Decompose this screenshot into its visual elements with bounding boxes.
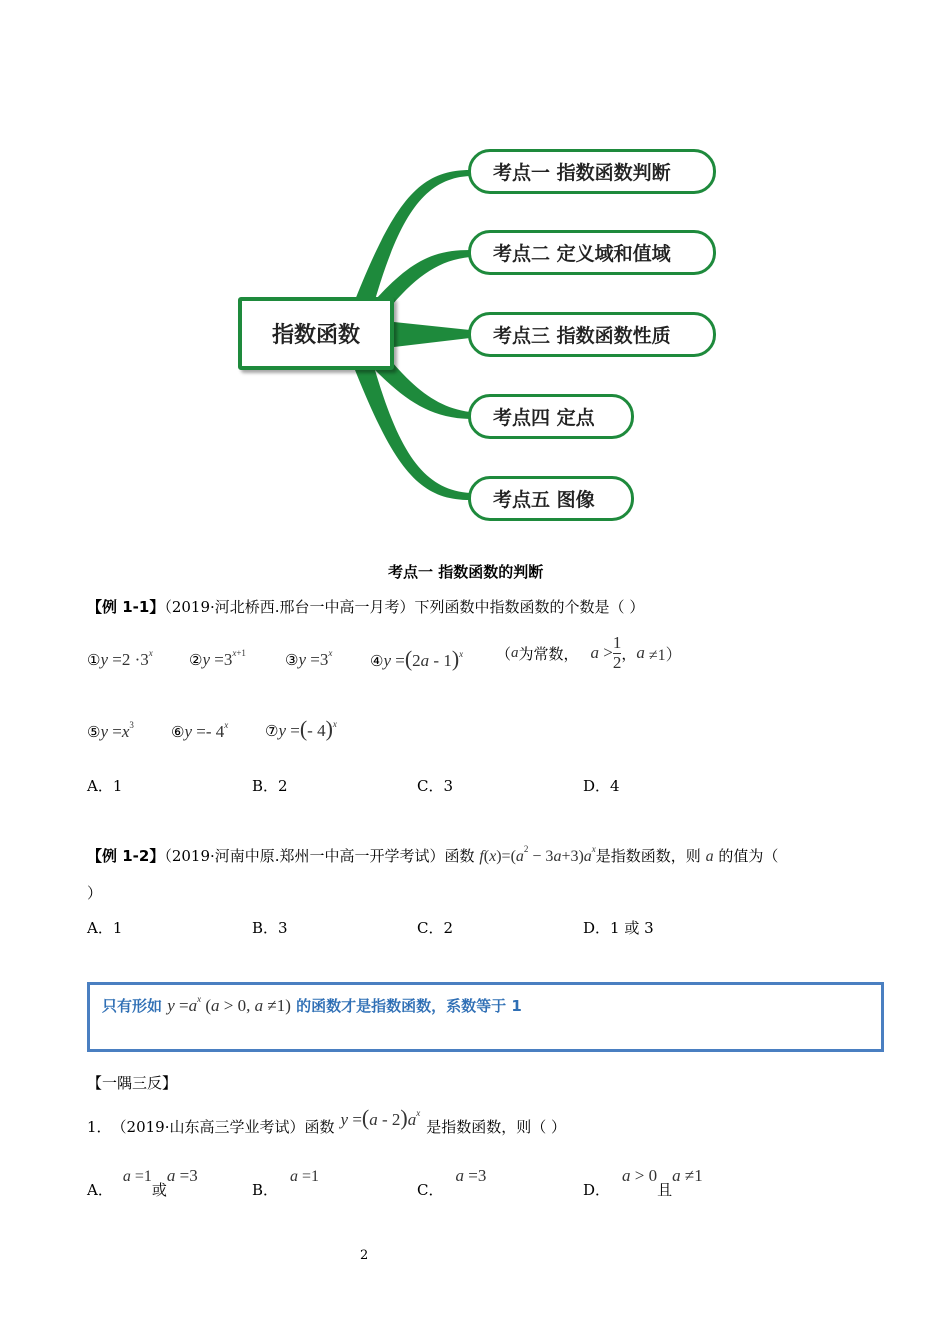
tip-text <box>102 995 522 1016</box>
example-source: （2019·河南中原.郑州一中高一开学考试） <box>164 847 445 865</box>
tip-box <box>87 982 884 1052</box>
ex11-option-d[interactable]: D．4 <box>583 777 620 795</box>
q1-pre: 函数 <box>304 1117 335 1136</box>
ex12-option-b[interactable]: B．3 <box>252 919 288 937</box>
formula-row-1c <box>285 650 332 670</box>
item-number-2: ② <box>189 651 203 669</box>
formula-7: y =(- 4)$^x$ <box>278 716 337 741</box>
ex12-option-c[interactable]: C．2 <box>417 919 454 937</box>
ex11-option-a[interactable]: A．1 <box>87 777 123 795</box>
fraction-denominator: 2 <box>612 652 622 672</box>
option-d-formula-2: a ≠1 <box>672 1166 703 1185</box>
item-number-6: ⑥ <box>171 723 185 741</box>
option-d-formula-1: a > 0 <box>622 1166 658 1185</box>
option-c-formula: a =3 <box>455 1166 487 1185</box>
var-a: a <box>705 848 714 865</box>
condition <box>496 628 682 678</box>
option-a-or: 或 <box>151 1181 167 1199</box>
q1-source: （2019·山东高三学业考试） <box>111 1117 305 1136</box>
fraction-one-half <box>613 634 622 672</box>
connector-3 <box>394 322 470 347</box>
q1-formula: $y =(a - 2)a^x$ <box>340 1105 421 1130</box>
option-c-letter: C． <box>417 1181 444 1199</box>
item-number-7: ⑦ <box>265 722 279 740</box>
option-b-formula: a =1 <box>290 1168 320 1185</box>
item-number-5: ⑤ <box>87 723 101 741</box>
q1-number: 1． <box>87 1117 112 1136</box>
item-number-1: ① <box>87 651 101 669</box>
section-title: 考点一 指数函数的判断 <box>388 563 544 581</box>
example-post: 是指数函数，则 <box>595 847 706 865</box>
example-pre: 函数 <box>444 847 480 865</box>
connector-4 <box>375 362 470 419</box>
example-tail: 的值为（ <box>713 847 779 865</box>
q1-option-d[interactable] <box>583 1165 703 1199</box>
mindmap-branch-2: 考点二 定义域和值域 <box>468 230 716 275</box>
item-number-4: ④ <box>370 652 384 670</box>
mindmap-branch-3: 考点三 指数函数性质 <box>468 312 716 357</box>
mindmap-root: 指数函数 <box>238 297 394 370</box>
condition-var-a2: a <box>636 643 645 662</box>
condition-ineq: a > <box>590 643 613 662</box>
mindmap-branch-1: 考点一 指数函数判断 <box>468 149 716 194</box>
q1-option-b[interactable] <box>252 1165 319 1199</box>
option-a-letter: A． <box>87 1181 113 1199</box>
page-number: 2 <box>360 1248 369 1263</box>
option-b-letter: B． <box>252 1181 279 1199</box>
example-source: （2019·河北桥西.邢台一中高一月考） <box>164 598 415 616</box>
function-formula: $f(x)=(a^2 - 3a+3)a^x$ <box>479 844 596 865</box>
condition-end: ≠1） <box>648 646 682 664</box>
mindmap-branch-5: 考点五 图像 <box>468 476 634 521</box>
formula-row-1b <box>189 650 246 670</box>
option-a-formula-2: a =3 <box>166 1166 198 1185</box>
formula-5: $y =x^3$ <box>100 720 134 741</box>
formula-row-2 <box>87 722 134 742</box>
ex12-option-a[interactable]: A．1 <box>87 919 123 937</box>
tip-formula: $y =a^x$ (a > 0, a ≠1) <box>167 994 291 1015</box>
formula-row-1 <box>87 650 153 670</box>
ex11-option-c[interactable]: C．3 <box>417 777 454 795</box>
example-question: 下列函数中指数函数的个数是（ ） <box>414 598 645 616</box>
tip-post: 的函数才是指数函数，系数等于 1 <box>290 997 522 1015</box>
formula-row-1d <box>370 646 463 672</box>
q1-post: 是指数函数，则（ ） <box>426 1117 567 1136</box>
q1-option-c[interactable] <box>417 1165 486 1199</box>
ex12-option-d[interactable]: D．1 或 3 <box>583 919 654 937</box>
condition-text: 为常数， <box>518 644 579 663</box>
practice-q1 <box>87 1105 567 1144</box>
ex11-option-b[interactable]: B．2 <box>252 777 288 795</box>
mindmap-branch-4: 考点四 定点 <box>468 394 634 439</box>
item-number-3: ③ <box>285 651 299 669</box>
example-label: 【例 1-2】 <box>87 847 165 865</box>
practice-heading: 【一隅三反】 <box>87 1074 178 1092</box>
q1-option-a[interactable] <box>87 1165 198 1199</box>
tip-pre: 只有形如 <box>102 997 168 1015</box>
formula-4: y =(2a - 1)$^x$ <box>383 646 464 671</box>
condition-comma: ， <box>621 644 637 663</box>
formula-1: $y =2 \cdot 3^x$ <box>100 648 153 669</box>
formula-3: $y =3^x$ <box>298 648 333 669</box>
example-1-1-header <box>87 596 644 617</box>
example-1-2-line2: ） <box>87 884 103 902</box>
formula-6: y =- 4$^x$ <box>184 720 229 741</box>
option-d-letter: D． <box>583 1181 611 1199</box>
condition-open: （ <box>496 644 512 663</box>
option-a-formula-1: a =1 <box>122 1168 152 1185</box>
example-label: 【例 1-1】 <box>87 598 165 616</box>
example-1-2-header <box>87 845 778 866</box>
formula-row-2b <box>171 722 228 742</box>
condition-var-a: a <box>511 644 519 661</box>
formula-2: $y =3^{x+1}$ <box>202 648 246 669</box>
formula-row-2c <box>265 716 337 742</box>
fraction-numerator: 1 <box>612 632 622 652</box>
option-d-and: 且 <box>657 1181 673 1199</box>
